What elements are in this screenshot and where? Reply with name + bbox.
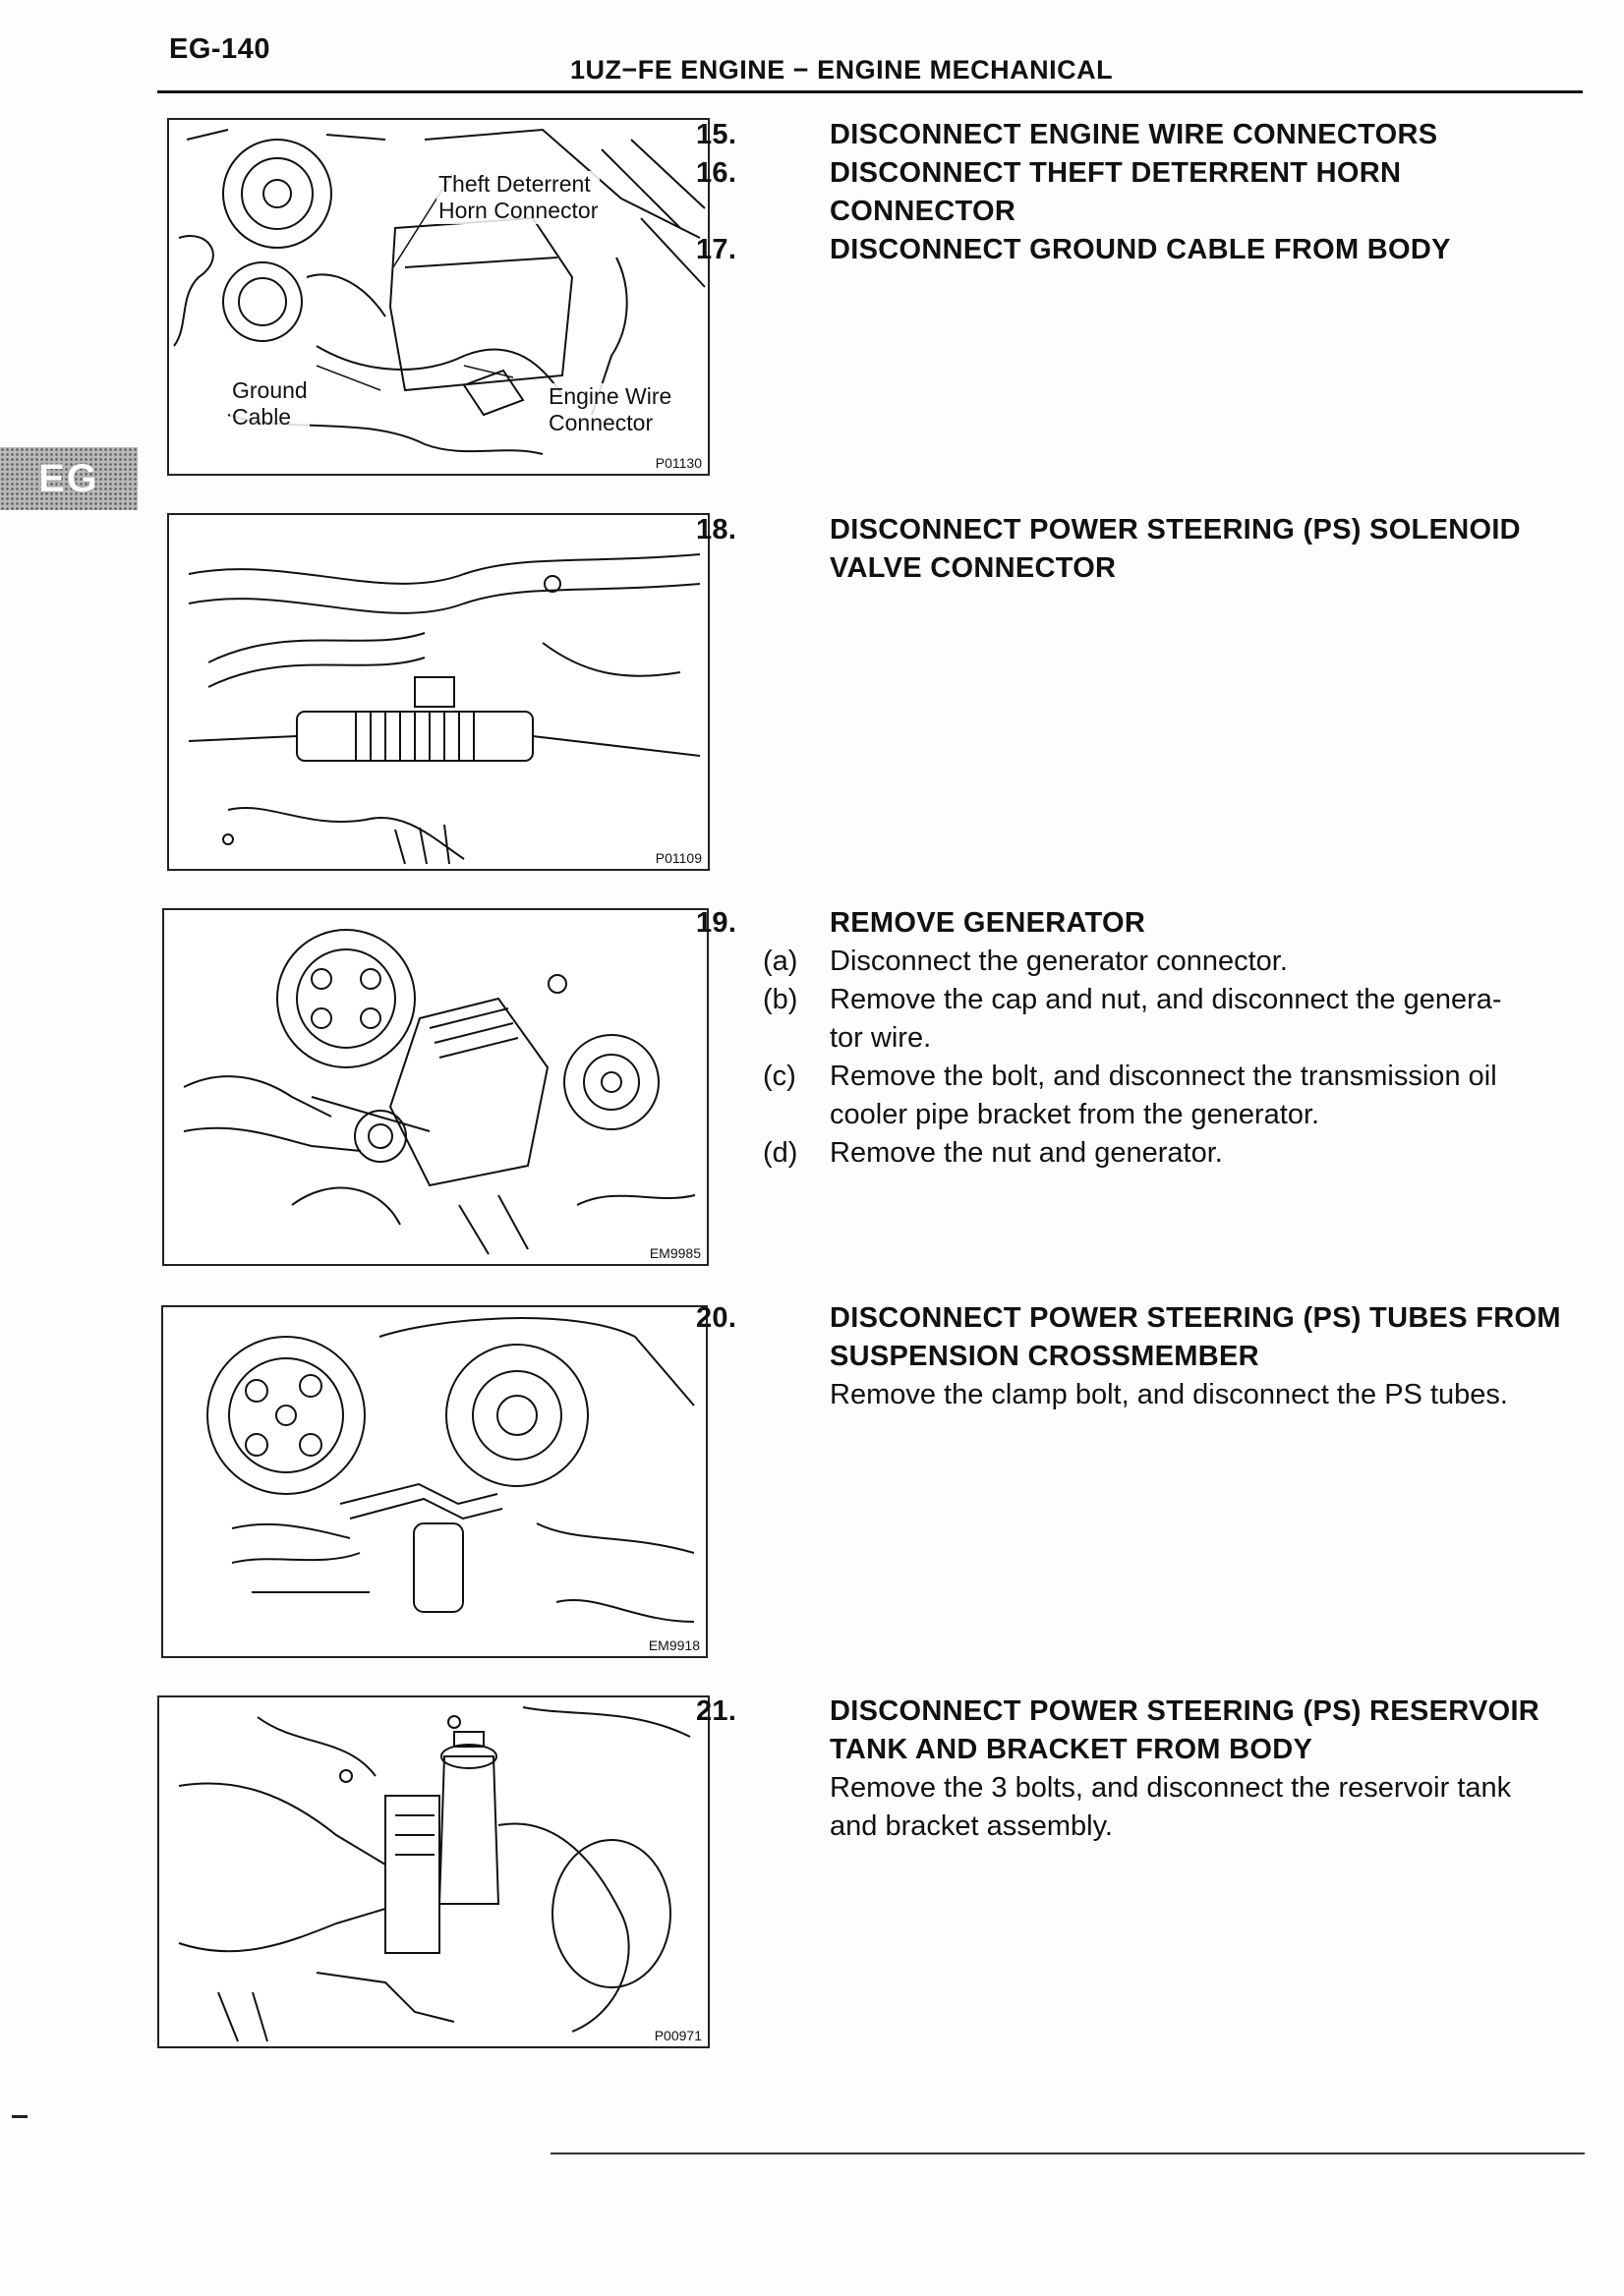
step-19-item-d xyxy=(763,1134,1598,1173)
step-20 xyxy=(696,1299,1598,1414)
step-heading-text: SUSPENSION CROSSMEMBER xyxy=(830,1341,1259,1372)
ps-reservoir-illustration xyxy=(159,1697,708,2046)
step-body-text: Remove the clamp bolt, and disconnect the PS tubes. xyxy=(830,1379,1508,1410)
item-label: (b) xyxy=(763,984,798,1015)
label-engine-wire-connector xyxy=(547,383,673,436)
step-15-heading xyxy=(696,116,1598,154)
item-text: cooler pipe bracket from the generator. xyxy=(830,1099,1320,1130)
figure-ps-reservoir xyxy=(157,1695,710,2048)
step-number: 20. xyxy=(696,1302,737,1334)
step-heading-text: DISCONNECT POWER STEERING (PS) SOLENOID xyxy=(830,514,1521,545)
label-line: Connector xyxy=(549,410,654,435)
section-tab-eg xyxy=(0,447,138,510)
footer-rule xyxy=(551,2152,1585,2154)
item-label: (d) xyxy=(763,1137,798,1169)
step-heading-text: DISCONNECT GROUND CABLE FROM BODY xyxy=(830,234,1451,265)
step-number: 18. xyxy=(696,514,737,545)
step-18-heading xyxy=(696,511,1598,549)
step-18 xyxy=(696,511,1598,588)
label-line: Ground xyxy=(232,377,308,403)
label-line: Theft Deterrent xyxy=(438,171,591,197)
step-19-item-c xyxy=(763,1058,1598,1134)
step-20-heading xyxy=(696,1299,1598,1338)
step-number: 15. xyxy=(696,119,737,150)
step-heading-text: DISCONNECT POWER STEERING (PS) TUBES FROM xyxy=(830,1302,1561,1334)
step-number: 21. xyxy=(696,1695,737,1727)
step-heading-text: DISCONNECT THEFT DETERRENT HORN xyxy=(830,157,1402,189)
generator-illustration xyxy=(164,910,707,1264)
item-label: (c) xyxy=(763,1061,796,1092)
item-text: Remove the nut and generator. xyxy=(830,1137,1223,1169)
label-line: Engine Wire xyxy=(549,383,672,409)
step-17-heading xyxy=(696,231,1598,269)
ps-tubes-illustration xyxy=(163,1307,706,1656)
step-19-heading xyxy=(696,904,1598,943)
figure-ps-tubes xyxy=(161,1305,708,1658)
step-21 xyxy=(696,1693,1598,1846)
figure-code: P01130 xyxy=(655,455,702,471)
item-text: Remove the bolt, and disconnect the transmission oil xyxy=(830,1061,1497,1092)
step-heading-text: VALVE CONNECTOR xyxy=(830,552,1117,584)
item-text: Remove the cap and nut, and disconnect the genera- xyxy=(830,984,1502,1015)
steering-rack-illustration xyxy=(169,515,708,869)
figure-remove-generator xyxy=(162,908,709,1266)
step-heading-text: CONNECTOR xyxy=(830,196,1016,227)
figure-ps-solenoid-valve xyxy=(167,513,710,871)
step-heading-text: DISCONNECT ENGINE WIRE CONNECTORS xyxy=(830,119,1438,150)
page-header-title: 1UZ−FE ENGINE − ENGINE MECHANICAL xyxy=(570,55,1114,85)
step-19-item-a xyxy=(763,943,1598,981)
item-text: Disconnect the generator connector. xyxy=(830,946,1288,977)
steps-15-17 xyxy=(696,116,1598,269)
step-heading-text: DISCONNECT POWER STEERING (PS) RESERVOIR xyxy=(830,1695,1540,1727)
label-theft-deterrent-horn-connector xyxy=(436,171,600,224)
figure-code: P00971 xyxy=(654,2028,702,2043)
step-body-text: and bracket assembly. xyxy=(830,1810,1113,1842)
figure-code: P01109 xyxy=(655,850,702,866)
label-ground-cable xyxy=(230,377,310,430)
figure-code: EM9985 xyxy=(649,1245,701,1261)
item-label: (a) xyxy=(763,946,798,977)
item-text: tor wire. xyxy=(830,1022,932,1054)
step-heading-text: TANK AND BRACKET FROM BODY xyxy=(830,1734,1313,1765)
step-number: 17. xyxy=(696,234,737,265)
step-19-item-b xyxy=(763,981,1598,1058)
header-rule xyxy=(157,90,1583,93)
label-line: Cable xyxy=(232,404,292,430)
figure-code: EM9918 xyxy=(648,1637,700,1653)
label-line: Horn Connector xyxy=(438,198,599,223)
step-heading-text: REMOVE GENERATOR xyxy=(830,907,1146,939)
page-number: EG-140 xyxy=(169,33,270,65)
step-body-text: Remove the 3 bolts, and disconnect the reservoir tank xyxy=(830,1772,1512,1804)
step-19 xyxy=(696,904,1598,1173)
step-21-heading xyxy=(696,1693,1598,1731)
step-number: 16. xyxy=(696,157,737,189)
margin-mark xyxy=(12,2115,28,2118)
step-16-heading xyxy=(696,154,1598,193)
section-tab-label: EG xyxy=(38,456,99,500)
step-number: 19. xyxy=(696,907,737,939)
figure-engine-wire-connectors xyxy=(167,118,710,476)
